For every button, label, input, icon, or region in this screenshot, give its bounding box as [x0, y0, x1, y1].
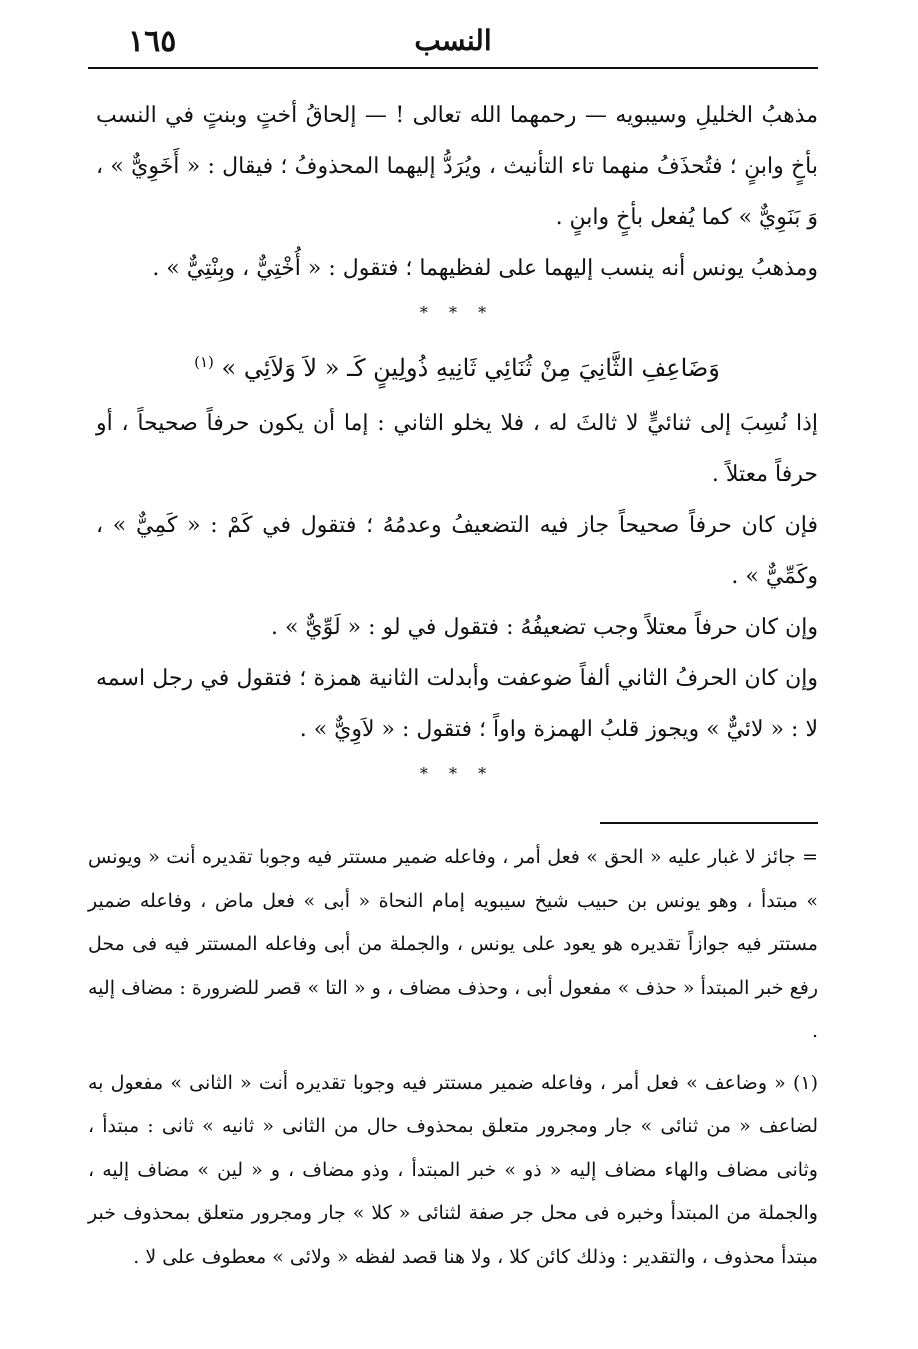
footnote-gap: [88, 1054, 818, 1062]
main-text: [96, 90, 818, 793]
footnote-marker: (١): [194, 353, 214, 371]
running-title: النسب: [414, 24, 492, 57]
section-separator: * * *: [419, 303, 495, 322]
paragraph-weak-letter: وإن كان حرفاً معتلاً وجب تضعيفُهُ : فتقول في لو : « لَوِّيٌّ » .: [270, 615, 818, 640]
paragraph-biliteral: إذا نُسِبَ إلى ثنائيٍّ لا ثالثَ له ، فلا يخلو الثاني : إما أن يكون حرفاً صحيحاً ، أو حرفاً معتلاً .: [96, 411, 818, 487]
page-header: [88, 18, 818, 68]
paragraph-sound-letter: فإن كان حرفاً صحيحاً جاز فيه التضعيفُ وعدمُهُ ؛ فتقول في كَمْ : « كَمِيٌّ » ، وكَمِّيٌّ » .: [96, 513, 818, 589]
footnote-rule: [600, 822, 818, 824]
verse-text: وَضَاعِفِ الثَّانِيَ مِنْ ثُنَائِي ثَانِيهِ ذُولِينٍ كَـ « لاَ وَلاَئِي »: [221, 354, 720, 382]
header-rule: [88, 67, 818, 69]
alfiyya-verse: [96, 332, 818, 398]
paragraph-khalil-sibawayh: مذهبُ الخليلِ وسيبويه — رحمهما الله تعالى ! — إلحاقُ أختٍ وبنتٍ في النسب بأخٍ وابنٍ ؛ فتُحذَفُ منهما تاء التأنيث ، ويُرَدُّ إليهما المحذوفُ ؛ فيقال : « أَخَوِيٌّ » ، وَ بَنَوِيٌّ » كما يُفعل بأخٍ وابنٍ .: [96, 103, 818, 230]
page-number: ١٦٥: [128, 24, 177, 59]
section-separator: * * *: [419, 764, 495, 783]
footnote-continuation: = جائز لا غبار عليه « الحق » فعل أمر ، وفاعله ضمير مستتر فيه وجوبا تقديره أنت « ويونس » مبتدأ ، وهو يونس بن حبيب شيخ سيبويه إمام النحاة « أبى » فعل ماض ، وفاعله ضمير مستتر فيه جوازاً تقديره هو يعود على يونس ، والجملة من أبى وفاعله المستتر فيه فى محل رفع خبر المبتدأ « حذف » مفعول أبى ، وحذف مضاف ، و « التا » قصر للضرورة : مضاف إليه .: [88, 846, 818, 1042]
paragraph-yunus: ومذهبُ يونس أنه ينسب إليهما على لفظيهما ؛ فتقول : « أُخْتِيٌّ ، وبِنْتِيٌّ » .: [152, 256, 818, 281]
footnotes: [88, 836, 818, 1279]
paragraph-alif: وإن كان الحرفُ الثاني ألفاً ضوعفت وأبدلت الثانية همزة ؛ فتقول في رجل اسمه لا : « لائيٌّ » ويجوز قلبُ الهمزة واواً ؛ فتقول : « لاَوِيٌّ » .: [96, 666, 818, 742]
footnote-1: (١) « وضاعف » فعل أمر ، وفاعله ضمير مستتر فيه وجوبا تقديره أنت « الثانى » مفعول به لضاعف « من ثنائى » جار ومجرور متعلق بمحذوف حال من الثانى « ثانيه » ثانى : مبتدأ ، وثانى مضاف والهاء مضاف إليه « ذو » خبر المبتدأ ، وذو مضاف ، و « لين » مضاف إليه ، والجملة من المبتدأ وخبره فى محل جر صفة لثنائى « كلا » جار ومجرور متعلق بمحذوف خبر مبتدأ محذوف ، والتقدير : وذلك كائن كلا ، ولا هنا قصد لفظه « ولائى » معطوف على لا .: [88, 1071, 818, 1268]
